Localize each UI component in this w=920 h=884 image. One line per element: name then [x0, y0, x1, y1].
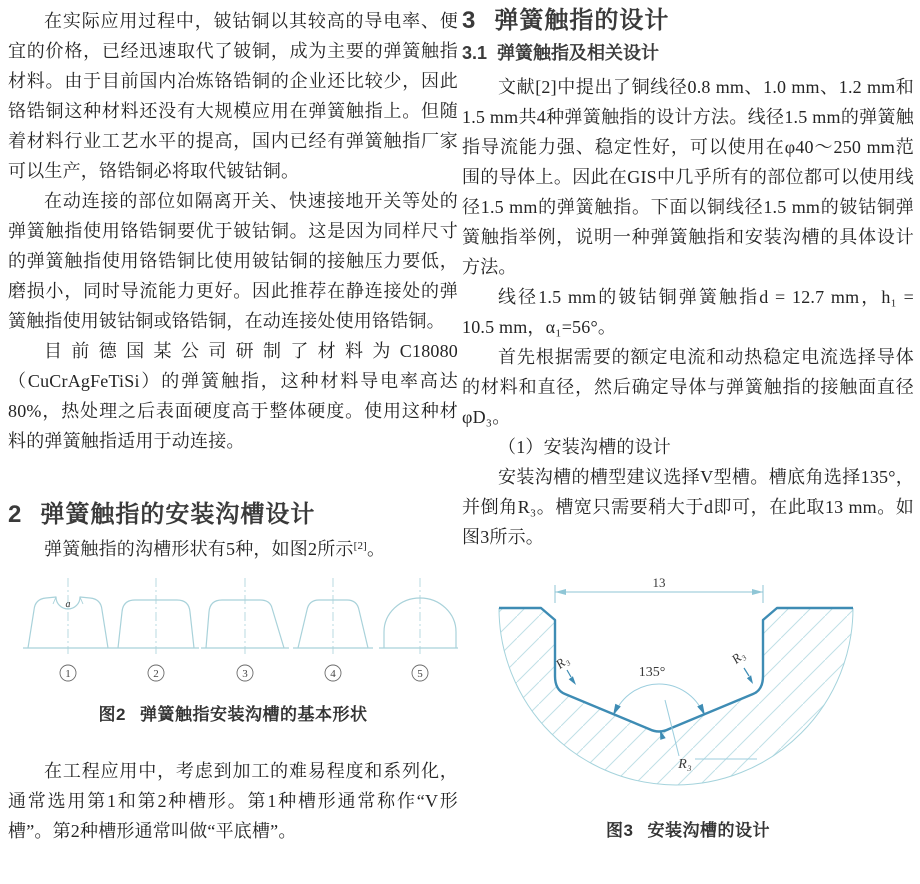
groove-shape-3 — [201, 578, 289, 654]
angle-label: 135° — [638, 665, 666, 680]
shape-number-2: 2 — [153, 668, 159, 680]
radius-label-left: R₃ — [552, 652, 572, 672]
figure3-caption — [462, 820, 914, 842]
shape-number-5: 5 — [417, 668, 423, 680]
shape-number-1: 1 — [65, 668, 71, 680]
citation-ref: [2] — [353, 540, 368, 552]
radius-label-bottom: R₃ — [678, 757, 692, 772]
section-number: 3 — [462, 7, 477, 34]
figure2-drawing — [8, 574, 458, 692]
figure2-caption — [8, 704, 458, 726]
left-column — [8, 0, 458, 846]
section-number: 2 — [8, 501, 23, 528]
paragraph-design-parameters: 线径1.5 mm的铍钴铜弹簧触指d = 12.7 mm，h₁ = 10.5 mm，α₁=56°。 — [462, 287, 914, 337]
lead-text: 弹簧触指的沟槽形状有5种，如图2所示 — [44, 539, 354, 559]
notch-label-a: a — [65, 599, 71, 610]
subsection-number: 3.1 — [462, 43, 488, 63]
figure3-caption-text: 安装沟槽的设计 — [647, 821, 770, 840]
groove-outline — [384, 598, 456, 648]
paragraph-materials-1: 在实际应用过程中，铍钴铜以其较高的导电率、便宜的价格，已经迅速取代了铍铜，成为主要的弹簧触指材料。由于目前国内冶炼铬锆铜的企业还比较少，因此铬锆铜这种材料还没有大规模应用在弹簧触指上。但随着材料行业工艺水平的提高，国内已经有弹簧触指厂家可以生产，铬锆铜必将取代铍钴铜。 — [8, 11, 458, 181]
section-heading-3-1 — [462, 40, 914, 66]
paragraph-figure2-lead — [8, 534, 458, 564]
paragraph-materials-3: 目前德国某公司研制了材料为C18080（CuCrAgFeTiSi）的弹簧触指，这种材料导电率高达80%，热处理之后表面硬度高于整体硬度。使用这种材料的弹簧触指适用于动连接。 — [8, 341, 458, 451]
groove-shape-2 — [113, 578, 199, 654]
width-dimension-label: 13 — [652, 575, 666, 590]
figure2-caption-number: 图2 — [98, 705, 126, 724]
lead-tail: 。 — [367, 539, 386, 559]
groove-shape-1 — [23, 578, 113, 654]
paragraph-groove-design-body: 安装沟槽的槽型建议选择V型槽。槽底角选择135°，并倒角R₃。槽宽只需要稍大于d即可，在此取13 mm。如图3所示。 — [462, 467, 914, 547]
section-title: 弹簧触指的安装沟槽设计 — [40, 501, 316, 528]
section-title: 弹簧触指的设计 — [494, 7, 670, 34]
groove-shape-4 — [293, 578, 373, 654]
figure3-drawing — [473, 572, 903, 814]
groove-shape-5 — [379, 578, 458, 654]
shape-number-4: 4 — [330, 668, 336, 680]
paragraph-materials-2: 在动连接的部位如隔离开关、快速接地开关等处的弹簧触指使用铬锆铜要优于铍钴铜。这是因为同样尺寸的弹簧触指使用铬锆铜比使用铍钴铜的接触压力要低，磨损小，同时导流能力更好。因此推荐在静连接处的弹簧触指使用铍钴铜或铬锆铜，在动连接处使用铬锆铜。 — [8, 191, 458, 331]
paragraph-design-current: 首先根据需要的额定电流和动热稳定电流选择导体的材料和直径，然后确定导体与弹簧触指的接触面直径φD₃。 — [462, 347, 914, 427]
section-heading-2 — [8, 498, 458, 532]
paragraph-groove-design-title: （1）安装沟槽的设计 — [498, 437, 671, 457]
paragraph-design-1: 文献[2]中提出了铜线径0.8 mm、1.0 mm、1.2 mm和1.5 mm共4种弹簧触指的设计方法。线径1.5 mm的弹簧触指导流能力强、稳定性好，可以使用在φ40～250 mm范围的导体上。因此在GIS中几乎所有的部位都可以使用线径1.5 mm的弹簧触指。下面以铜线径1.5 mm的铍钴铜弹簧触指举例，说明一种弹簧触指和安装沟槽的具体设计方法。 — [462, 77, 914, 277]
right-column — [462, 0, 914, 842]
section-heading-3 — [462, 4, 914, 38]
figure3-caption-number: 图3 — [606, 821, 634, 840]
shape-number-3: 3 — [242, 668, 248, 680]
subsection-title: 弹簧触指及相关设计 — [497, 43, 660, 63]
radius-label-right: R₃ — [728, 647, 748, 667]
paragraph-engineering: 在工程应用中，考虑到加工的难易程度和系列化，通常选用第1和第2种槽形。第1种槽形通常称作“V形槽”。第2种槽形通常叫做“平底槽”。 — [8, 761, 458, 841]
figure2-caption-text: 弹簧触指安装沟槽的基本形状 — [139, 705, 368, 724]
